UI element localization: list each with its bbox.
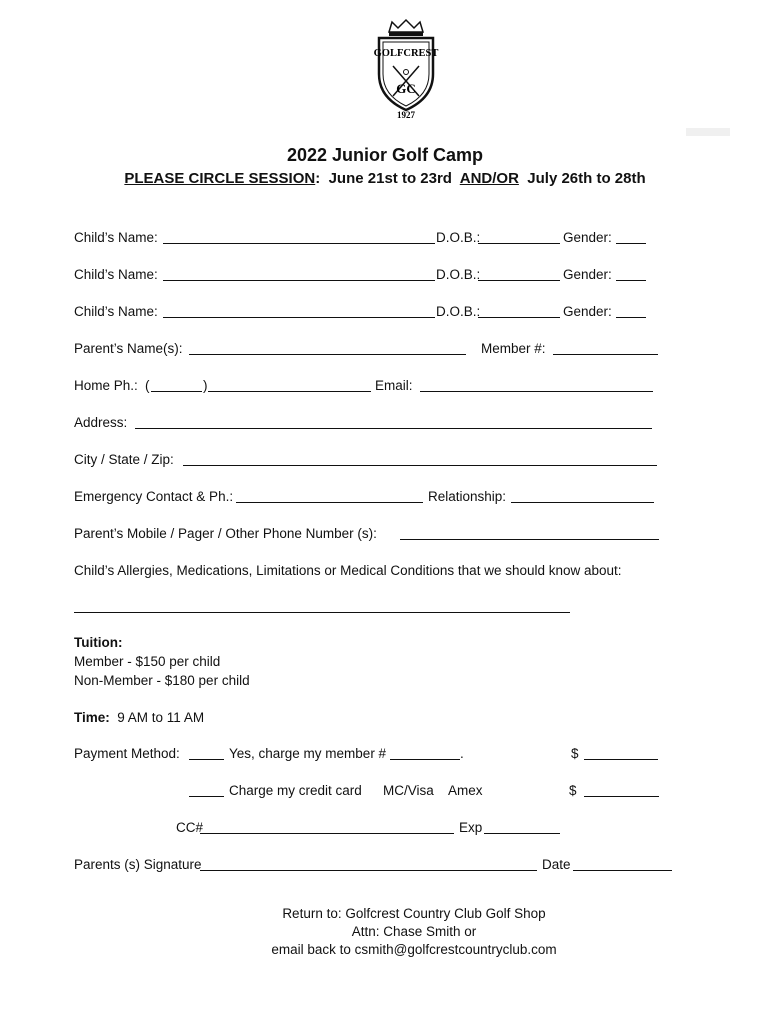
payment-label: Payment Method:	[74, 746, 180, 761]
child-name-label-2: Child’s Name:	[74, 267, 158, 282]
session-colon: :	[315, 170, 321, 187]
session-andor: AND/OR	[459, 170, 519, 187]
signature-label: Parents (s) Signature	[74, 857, 202, 872]
exp-input[interactable]	[484, 833, 560, 834]
member-no-charge-input[interactable]	[390, 759, 460, 760]
home-ph-label: Home Ph.:	[74, 378, 138, 393]
payment-option2-label: Charge my credit card	[229, 783, 362, 798]
child-name-label-1: Child’s Name:	[74, 230, 158, 245]
gender-input-3[interactable]	[616, 317, 646, 318]
amount-dollar-1: $	[571, 746, 579, 761]
signature-input[interactable]	[200, 870, 537, 871]
session-line	[0, 170, 770, 187]
child-name-input-3[interactable]	[163, 317, 435, 318]
gender-input-1[interactable]	[616, 243, 646, 244]
payment-option1-label: Yes, charge my member #	[229, 746, 387, 761]
tuition-heading: Tuition:	[74, 635, 123, 650]
logo-year: 1927	[397, 110, 415, 120]
tuition-nonmember: Non-Member - $180 per child	[74, 673, 250, 688]
logo-name: GOLFCREST	[373, 48, 439, 59]
city-state-zip-label: City / State / Zip:	[74, 452, 174, 467]
tuition-member: Member - $150 per child	[74, 654, 221, 669]
mobile-label: Parent’s Mobile / Pager / Other Phone Number (s):	[74, 526, 377, 541]
time-line	[74, 710, 204, 725]
dob-label-2: D.O.B.:	[436, 267, 481, 282]
gender-input-2[interactable]	[616, 280, 646, 281]
scan-mark	[686, 128, 730, 136]
dob-label-1: D.O.B.:	[436, 230, 481, 245]
relationship-label: Relationship:	[428, 489, 507, 504]
mobile-input[interactable]	[400, 539, 659, 540]
amount-input-2[interactable]	[584, 796, 659, 797]
member-no-input[interactable]	[553, 354, 658, 355]
return-to-line1: Return to: Golfcrest Country Club Golf Shop	[282, 906, 546, 921]
session-2[interactable]: July 26th to 28th	[527, 170, 646, 187]
gender-label-3: Gender:	[563, 304, 612, 319]
parent-names-label: Parent’s Name(s):	[74, 341, 183, 356]
home-ph-area-input[interactable]	[151, 391, 202, 392]
email-label: Email:	[375, 378, 413, 393]
gender-label-2: Gender:	[563, 267, 612, 282]
address-input[interactable]	[135, 428, 652, 429]
amount-input-1[interactable]	[584, 759, 658, 760]
child-name-input-2[interactable]	[163, 280, 435, 281]
payment-option2-check[interactable]	[189, 796, 224, 797]
city-state-zip-input[interactable]	[183, 465, 657, 466]
home-ph-close-paren: )	[203, 378, 208, 393]
address-label: Address:	[74, 415, 128, 430]
relationship-input[interactable]	[511, 502, 654, 503]
gender-label-1: Gender:	[563, 230, 612, 245]
child-name-input-1[interactable]	[163, 243, 435, 244]
parent-names-input[interactable]	[189, 354, 466, 355]
allergies-input[interactable]	[74, 612, 570, 613]
member-no-label: Member #:	[481, 341, 546, 356]
date-input[interactable]	[573, 870, 672, 871]
logo-initials: GC	[396, 81, 416, 96]
club-logo	[373, 18, 439, 125]
dob-input-1[interactable]	[478, 243, 560, 244]
cc-input[interactable]	[200, 833, 454, 834]
time-value: 9 AM to 11 AM	[117, 710, 205, 725]
card-types[interactable]: MC/Visa Amex	[383, 783, 483, 798]
exp-label: Exp	[459, 820, 483, 835]
child-name-label-3: Child’s Name:	[74, 304, 158, 319]
emergency-label: Emergency Contact & Ph.:	[74, 489, 234, 504]
session-prompt: PLEASE CIRCLE SESSION	[124, 170, 316, 187]
date-label: Date	[542, 857, 571, 872]
return-to-line2: Attn: Chase Smith or	[351, 924, 477, 939]
home-ph-open-paren: (	[145, 378, 150, 393]
payment-option1-check[interactable]	[189, 759, 224, 760]
payment-option1-period: .	[460, 746, 464, 761]
email-input[interactable]	[420, 391, 653, 392]
page-title: 2022 Junior Golf Camp	[286, 145, 484, 165]
home-ph-input[interactable]	[208, 391, 371, 392]
session-1[interactable]: June 21st to 23rd	[328, 170, 452, 187]
cc-label: CC#	[176, 820, 204, 835]
allergies-label: Child’s Allergies, Medications, Limitations or Medical Conditions that we should know about:	[74, 563, 622, 578]
dob-input-2[interactable]	[478, 280, 560, 281]
amount-dollar-2: $	[569, 783, 577, 798]
return-to-line3: email back to csmith@golfcrestcountryclub.com	[271, 942, 557, 957]
dob-input-3[interactable]	[478, 317, 560, 318]
emergency-input[interactable]	[236, 502, 423, 503]
dob-label-3: D.O.B.:	[436, 304, 481, 319]
time-label: Time:	[74, 710, 110, 725]
